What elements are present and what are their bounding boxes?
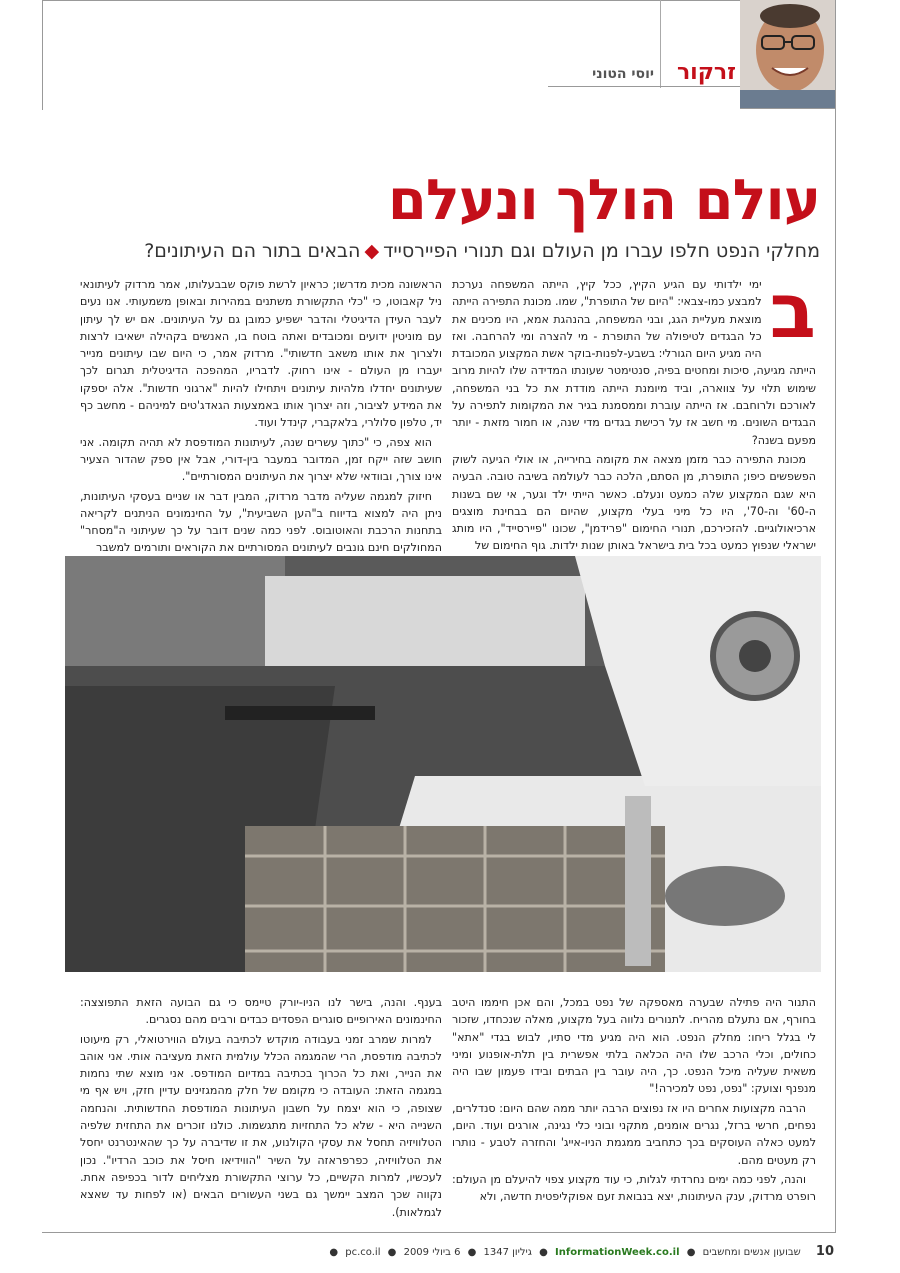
paragraph: הוא צפה, כי "כתוך עשרים שנה, לעיתונות המודפסת לא תהיה תקומה. אני חושב שזה ייקח זמן, המדובר במעבר בין-דורי, אבל אין ספק שהדור הצעיר אינו צורך, ובוודאי שלא יצרוך את העיתונים המסורתיים". (80, 435, 442, 484)
publication-name: שבועון אנשים ומחשבים (702, 1247, 801, 1258)
article-column-right-top (452, 266, 816, 553)
subtitle-part-1: מחלקי הנפט חלפו עברו מן העולם וגם תנורי הפיירסייד (383, 240, 820, 262)
article-column-left-top (80, 276, 442, 555)
article-headline: עולם הולך ונעלם (387, 168, 820, 233)
drop-cap: ב (769, 266, 816, 355)
pc-site-link[interactable]: pc.co.il (345, 1247, 381, 1258)
sewing-machine-photo (65, 556, 821, 972)
issue-number: גיליון 1347 (483, 1247, 532, 1258)
diamond-icon: ◆ (364, 240, 380, 262)
sewing-machine-image (65, 556, 821, 972)
paragraph: בענף. והנה, בישר לנו הניו-יורק טיימס כי גם הבועה הזאת התפוצצה: החינמונים האירופיים סוגרים הפסדים כבדים ורבים מהם נסגרים. (80, 996, 442, 1027)
footer-bullet: ● (329, 1247, 339, 1258)
column-title: זרקור (676, 60, 736, 85)
author-portrait-image (740, 0, 835, 108)
author-portrait (740, 0, 835, 108)
frame-line-left (42, 0, 43, 110)
paragraph: מכונת התפירה כבר מזמן מצאה את מקומה בחירייה, או אולי הגיעה לשוק הפשפשים כיפו; התופרת, מן הסתם, הלכה כבר לעולמה בשיבה טובה. הבעיה היא שגם המקצוע שלה כמעט ונעלם. כאשר הייתי ילד וגער, אי שם בשנות ה-60' וה-70', היו כל מיני בעלי מקצוע, שהיום הם בבחינת מוצגים ארכיאולוגיים. להזכירכם, תנורי החימום "פרידמן", שכונו "פיירסייד", היו מותג ישראלי שנפוץ כמעט בכל בית בישראל באותן שנות ילדות. גוף החימום של (452, 452, 816, 553)
issue-date: 6 ביולי 2009 (403, 1247, 461, 1258)
frame-line-right (835, 0, 836, 1232)
site-link[interactable]: InformationWeek.co.il (555, 1247, 680, 1258)
paragraph: הראשונה מכית מדרשו; כראיון לרשת פוקס שבבעלותו, אמר מרדוק לעיתונאי ניל קאבוטו, כי "כלי התקשורת משתנים במהירות ובאופן משמעותי. אנו נעים לעבר העידן הדיגיטלי והדבר ישפיע כמובן גם על העיתונים. אם יש לך עיתון עם מוניטין ידועים ומכובדים ואתה בוטח בו, האנשים בקהילה ישאיבו לרצות ולצרוך את אותו משאב חדשותי". מרדוק אמר, כי היום שבו עיתונים מנייר יעברו מן העולם - אינו רחוק. לדבריו, המהפכה הדיגיטלית תגרום לכך שעיתונים יחדלו מלהיות עיתונים ויתחילו להיות "ארגוני חדשות". אלה יספקו את המידע לציבור, וזה יצרוך אותו באמצעות הגאדג'טים למיניהם - מחשב כף יד, טלפון סלולרי, בלאקברי, קינדל ועוד. (80, 278, 442, 430)
paragraph: ימי ילדותי עם הגיע הקיץ, ככל קיץ, הייתה המשפחה נערכת למבצע כמו-צבאי: "היום של התופרת", שמו. מכונת התפירה הייתה מוצאת מעליית הגג, ובני המשפחה, בהנהגת אמא, היו מכינים את כל הבגדים לטיפולה של התופרת - מי להצרה ומי להרחבה. ואז היה מגיע היום הגורלי: בשבע-לפנות-בוקר אשת המקצוע המכובדת הייתה מגיעה, סיכות ומחטים בפיה, סנטימטר שעונתו המדידה שלו להיות מרוב שימוש תלוי על צווארה, וביד מיומנת הייתה מודדת את כל בני המשפחה, לאורכם ולרוחבם. אז הייתה עוברת וממסמנת בגיר את המקומות לתפירה על הבגדים השונים. מי חשב אז על רכישת בגדים מדי שנה, או חמור מזאת - יותר מפעם בשנה? (452, 278, 816, 447)
page-number: 10 (815, 1244, 834, 1259)
frame-line-top (42, 0, 836, 1)
article-column-right-bottom (452, 994, 816, 1202)
portrait-bottom-rule (740, 108, 836, 109)
subtitle-part-2: הבאים בתור הם העיתונים? (144, 240, 361, 262)
paragraph: הרבה מקצועות אחרים היו אז נפוצים הרבה יותר ממה שהם היום: סנדלרים, נפחים, חרשי ברזל, נגרים אומנים, מתקני ובוני כלי נגינה, אורגים ועוד. היום, למעט כאלה העוסקים בכך כתחביב ממגמת הניו-אייג' והחזרה לטבע - נותרו רק מעטים מהם. (452, 1101, 816, 1167)
author-name: יוסי הטוני (592, 66, 654, 82)
paragraph: התנור היה פתילה שבערה מאספקה של נפט במכל, והם אכן חיממו היטב בחורף, אם נתעלם מהריח. לתנורים נלווה בעל מקצוע, מאלה שנכחדו, שזכור לי בגלל ריחו: מחלק הנפט. הוא היה מגיע מדי סתיו, לבוש בגדי "אתא" כחולים, וכלי הרכב שלו היה הכלאה בלתי אפשרית בין תלת-אופנוע ומיני משאית שעליה מיכל הנפט. כך, היה עובר בין הבתים ובידו פעמון שבו היה מנפנף וצועק: "נפט, נפט למכירה!" (452, 996, 816, 1096)
article-column-left-bottom (80, 994, 442, 1219)
header-underline (548, 86, 740, 87)
footer-bullet: ● (387, 1247, 397, 1258)
footer-bullet: ● (539, 1247, 548, 1258)
footer-bullet: ● (686, 1247, 696, 1258)
paragraph: חיזוק למגמה שעליה מדבר מרדוק, המבין דבר או שניים בעסקי העיתונות, ניתן היה למצוא בדיווח ב"הען השביעית", על החינמונים הניתנים לקריאה בתחנות הרכבת והאוטובוס. לפני כמה שנים דובר על כך שעיתוני ה"מסחר" המחולקים חינם גונבים לעיתונים המסורתיים את הקוראים ותורמים למשבר (80, 489, 442, 555)
paragraph: למרות שמרב זמני בעבודה מוקדש לכתיבה בעולם הווירטואלי, רק מיעוטו לכתיבה מודפסת, הרי שהמגמה הכלל עולמית הזאת מעציבה אותי. אני אוהב את הנייר, ואת כל הכרוך בכתיבה במדיום המודפס. אני מוצא שתי נחמות במגמה הזאת: העובדה כי מקומם של חלק מהמגזינים עדיין חזק, ויש אף מי שצופה, כי הוא יצמח על חשבון העיתונות המודפסת החדשותית. והנחמה השנייה היא - שלא כל התחזיות מתגשמות. כולנו זוכרים את התחזית שלפיה הטלוויזיה תחסל את עסקי הקולנוע, את זו שדיברה על כך שהאינטרנט יחסל את הטלוויזיה, כפרפראזה על השיר "הווידיאו חיסל את כוכב הרדיו". נכון לעכשיו, למרות הקשיים, כל ערוצי התקשורת מצליחים לדור בכפיפה אחת. נקווה שכך המצב יימשך גם בשני העשורים הבאים (או לפחות עד שאצא לגמלאות). (80, 1032, 442, 1219)
page-footer (42, 1244, 836, 1262)
header-separator (660, 0, 661, 88)
footer-bullet: ● (467, 1247, 477, 1258)
paragraph: והנה, לפני כמה ימים נחרדתי לגלות, כי עוד מקצוע צפוי להיעלם מן העולם: רופרט מרדוק, ענק העיתונות, יצא בנבואת זעם אפוקליפטית חדשה, ולא (452, 1172, 816, 1204)
article-subtitle (80, 238, 820, 264)
frame-line-bottom (42, 1232, 836, 1233)
